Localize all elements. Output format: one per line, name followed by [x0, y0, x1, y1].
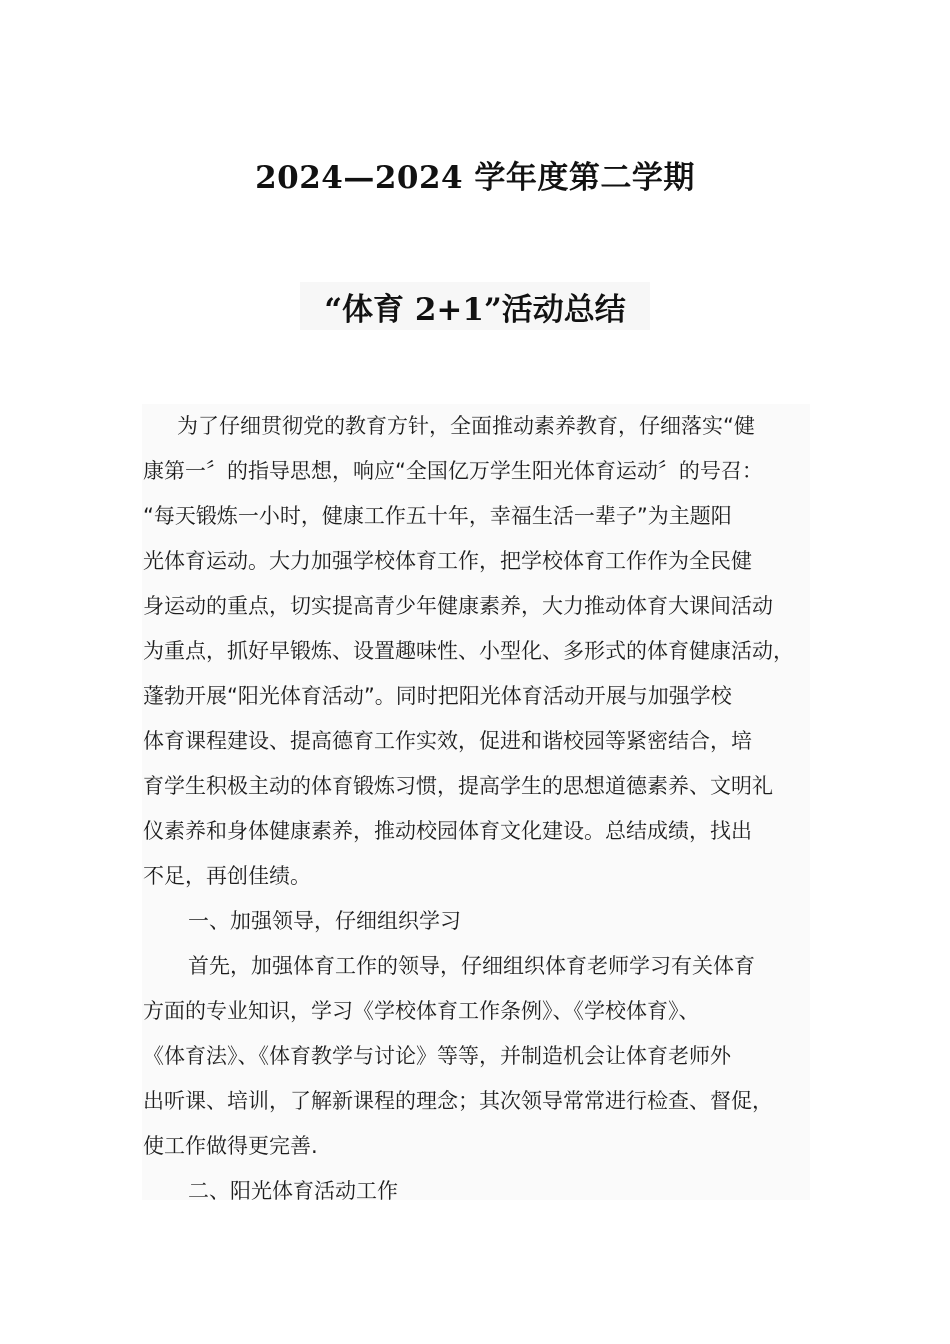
section-heading: 一、加强领导，仔细组织学习 [188, 909, 461, 933]
paragraph-line: 不足，再创佳绩。 [143, 864, 311, 888]
paragraph-line: 康第一〞的指导思想，响应“全国亿万学生阳光体育运动〞的号召： [143, 459, 763, 483]
paragraph-line: 方面的专业知识，学习《学校体育工作条例》、《学校体育》、 [143, 999, 700, 1023]
paragraph-line: 使工作做得更完善. [143, 1134, 318, 1158]
paragraph-line: 仪素养和身体健康素养，推动校园体育文化建设。总结成绩，找出 [143, 819, 752, 843]
section-heading: 二、阳光体育活动工作 [188, 1179, 398, 1203]
paragraph-line: 《体育法》、《体育教学与讨论》等等，并制造机会让体育老师外 [143, 1044, 731, 1068]
paragraph-line: 育学生积极主动的体育锻炼习惯，提高学生的思想道德素养、文明礼 [143, 774, 773, 798]
paragraph-line: 光体育运动。大力加强学校体育工作，把学校体育工作作为全民健 [143, 549, 752, 573]
document-title-line-2: “体育 2+1”活动总结 [324, 292, 626, 328]
paragraph-line: 蓬勃开展“阳光体育活动”。同时把阳光体育活动开展与加强学校 [143, 684, 732, 708]
document-body [143, 406, 811, 1216]
paragraph-line: 身运动的重点，切实提高青少年健康素养，大力推动体育大课间活动 [143, 594, 773, 618]
paragraph-line: “每天锻炼一小时，健康工作五十年，幸福生活一辈子”为主题阳 [143, 504, 732, 528]
paragraph-line: 为了仔细贯彻党的教育方针，全面推动素养教育，仔细落实“健 [177, 414, 755, 438]
paragraph-line: 体育课程建设、提高德育工作实效，促进和谐校园等紧密结合，培 [143, 729, 752, 753]
paragraph-line: 首先，加强体育工作的领导，仔细组织体育老师学习有关体育 [188, 954, 755, 978]
paragraph-line: 出听课、培训，了解新课程的理念；其次领导常常进行检查、督促， [143, 1089, 773, 1113]
document-title-line-1: 2024—2024 学年度第二学期 [255, 160, 695, 196]
paragraph-line: 为重点，抓好早锻炼、设置趣味性、小型化、多形式的体育健康活动， [143, 639, 794, 663]
